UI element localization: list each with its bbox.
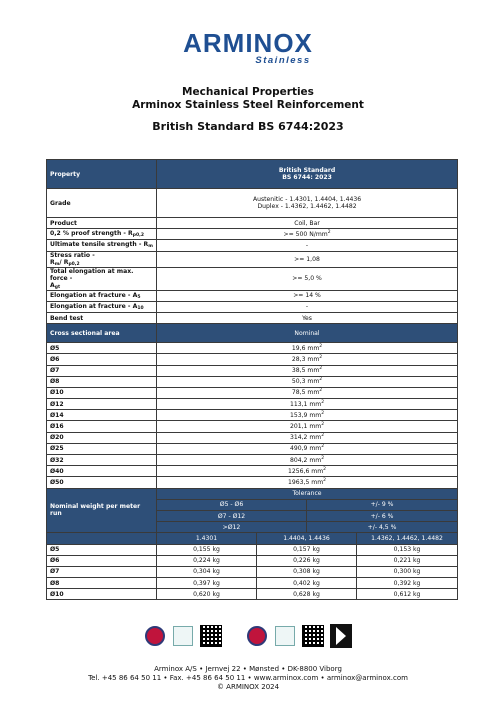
weight-value-1: 0,620 kg <box>157 589 257 600</box>
area-row <box>47 365 458 376</box>
arminox-logo <box>0 30 496 66</box>
grade-duplex: Duplex - 1.4362, 1.4462, 1.4482 <box>257 203 357 210</box>
tolerance-value: +/- 4,5 % <box>307 522 458 533</box>
tolerance-value: +/- 6 % <box>307 510 458 521</box>
title-line-2: Arminox Stainless Steel Reinforcement <box>132 99 364 111</box>
footer-address: Arminox A/S • Jernvej 22 • Mønsted • DK-8800 Viborg <box>154 665 342 673</box>
weight-value-2: 0,157 kg <box>257 544 357 555</box>
footer-copyright: © ARMINOX 2024 <box>216 683 280 691</box>
area-diameter: Ø8 <box>47 376 157 387</box>
weight-value-3: 0,153 kg <box>357 544 458 555</box>
area-value: 153,9 $mm^2$ <box>157 410 458 421</box>
uts-row <box>47 240 458 251</box>
area-diameter: Ø14 <box>47 410 157 421</box>
cares-cert-icon <box>143 624 167 648</box>
brand-k-icon <box>329 624 353 648</box>
weight-value-1: 0,397 kg <box>157 578 257 589</box>
weight-value-3: 0,221 kg <box>357 555 458 566</box>
area-diameter: Ø50 <box>47 477 157 488</box>
qr-code-icon <box>301 624 325 648</box>
area-row <box>47 354 458 365</box>
weight-col-2: 1.4404, 1.4436 <box>257 533 357 544</box>
total-elongation-label: Total elongation at max. force - $A_{gt}$ <box>47 267 157 290</box>
logo-tagline: Stainless <box>255 55 311 66</box>
elongation-a10-row <box>47 301 458 312</box>
uts-label: Ultimate tensile strength - $R_m$ <box>47 240 157 251</box>
elongation-a5-value: >= 14 % <box>157 290 458 301</box>
elongation-a10-value: - <box>157 301 458 312</box>
proof-strength-row <box>47 229 458 240</box>
product-value: Coil, Bar <box>157 218 458 229</box>
header-standard-line2: BS 6744: 2023 <box>282 174 332 181</box>
document-title <box>0 86 496 133</box>
weight-row <box>47 566 458 577</box>
area-value: 113,1 $mm^2$ <box>157 399 458 410</box>
tolerance-label: Tolerance <box>157 488 458 499</box>
weight-columns-row <box>47 533 458 544</box>
table-header-row <box>47 160 458 189</box>
area-row <box>47 466 458 477</box>
stress-ratio-value: >= 1,08 <box>157 251 458 267</box>
weight-diameter: Ø5 <box>47 544 157 555</box>
title-line-1: Mechanical Properties <box>182 86 314 98</box>
area-row <box>47 477 458 488</box>
environment-cert-icon <box>171 624 195 648</box>
area-row <box>47 410 458 421</box>
product-row <box>47 218 458 229</box>
total-elongation-row <box>47 267 458 290</box>
area-diameter: Ø6 <box>47 354 157 365</box>
weight-col-3: 1.4362, 1.4462, 1.4482 <box>357 533 458 544</box>
area-row <box>47 432 458 443</box>
elongation-a5-row <box>47 290 458 301</box>
area-diameter: Ø32 <box>47 455 157 466</box>
area-value: 490,9 $mm^2$ <box>157 443 458 454</box>
weight-diameter: Ø8 <box>47 578 157 589</box>
area-row <box>47 421 458 432</box>
weight-columns-spacer <box>47 533 157 544</box>
weight-diameter: Ø6 <box>47 555 157 566</box>
total-elongation-value: >= 5,0 % <box>157 267 458 290</box>
weight-diameter: Ø10 <box>47 589 157 600</box>
elongation-a10-label: Elongation at fracture - $A_{10}$ <box>47 301 157 312</box>
header-standard-line1: British Standard <box>278 167 336 174</box>
weight-value-1: 0,155 kg <box>157 544 257 555</box>
bend-test-row <box>47 312 458 323</box>
area-header-value: Nominal <box>157 324 458 343</box>
weight-row <box>47 544 458 555</box>
weight-row <box>47 578 458 589</box>
weight-value-1: 0,304 kg <box>157 566 257 577</box>
tolerance-range: Ø7 - Ø12 <box>157 510 307 521</box>
weight-rows <box>47 544 458 600</box>
weight-row <box>47 555 458 566</box>
proof-strength-value: >= 500 $N/mm^2$ <box>157 229 458 240</box>
elongation-a5-label: Elongation at fracture - $A_5$ <box>47 290 157 301</box>
area-diameter: Ø5 <box>47 343 157 354</box>
uts-value: - <box>157 240 458 251</box>
area-value: 1256,6 $mm^2$ <box>157 466 458 477</box>
weight-value-3: 0,392 kg <box>357 578 458 589</box>
area-value: 78,5 $mm^2$ <box>157 387 458 398</box>
bend-test-label: Bend test <box>47 312 157 323</box>
tolerance-header-row <box>47 488 458 499</box>
area-diameter: Ø16 <box>47 421 157 432</box>
product-label: Product <box>47 218 157 229</box>
area-header-label: Cross sectional area <box>47 324 157 343</box>
weight-value-1: 0,224 kg <box>157 555 257 566</box>
tolerance-range: Ø5 - Ø6 <box>157 499 307 510</box>
area-value: 38,5 $mm^2$ <box>157 365 458 376</box>
area-value: 1963,5 $mm^2$ <box>157 477 458 488</box>
cares-cert-icon <box>245 624 269 648</box>
stress-ratio-label: Stress ratio - $R_m/$ $R_{p0,2}$ <box>47 251 157 267</box>
weight-value-2: 0,402 kg <box>257 578 357 589</box>
grade-austenitic: Austenitic - 1.4301, 1.4404, 1.4436 <box>252 196 362 203</box>
header-property: Property <box>47 160 157 189</box>
grade-label: Grade <box>47 189 157 218</box>
header-standard <box>157 160 458 189</box>
area-value: 314,2 $mm^2$ <box>157 432 458 443</box>
weight-value-3: 0,612 kg <box>357 589 458 600</box>
area-value: 19,6 $mm^2$ <box>157 343 458 354</box>
weight-value-3: 0,300 kg <box>357 566 458 577</box>
area-value: 804,2 $mm^2$ <box>157 455 458 466</box>
tolerance-value: +/- 9 % <box>307 499 458 510</box>
weight-value-2: 0,628 kg <box>257 589 357 600</box>
stress-ratio-row <box>47 251 458 267</box>
bend-test-value: Yes <box>157 312 458 323</box>
area-row <box>47 343 458 354</box>
qr-code-icon <box>199 624 223 648</box>
grade-value <box>157 189 458 218</box>
logo-wordmark: ARMINOX <box>183 28 313 58</box>
footer <box>0 665 496 692</box>
area-row <box>47 376 458 387</box>
area-diameter: Ø10 <box>47 387 157 398</box>
weight-value-2: 0,226 kg <box>257 555 357 566</box>
area-diameter: Ø25 <box>47 443 157 454</box>
weight-value-2: 0,308 kg <box>257 566 357 577</box>
area-row <box>47 443 458 454</box>
area-header-row <box>47 324 458 343</box>
area-row <box>47 387 458 398</box>
area-row <box>47 455 458 466</box>
area-value: 201,1 $mm^2$ <box>157 421 458 432</box>
area-row <box>47 399 458 410</box>
area-diameter: Ø20 <box>47 432 157 443</box>
standard-title: British Standard BS 6744:2023 <box>152 120 344 133</box>
area-value: 50,3 $mm^2$ <box>157 376 458 387</box>
weight-label: Nominal weight per meter run <box>47 488 157 533</box>
properties-table <box>46 159 458 600</box>
weight-row <box>47 589 458 600</box>
proof-strength-label: 0,2 % proof strength - $R_{p0,2}$ <box>47 229 157 240</box>
weight-diameter: Ø7 <box>47 566 157 577</box>
area-diameter: Ø40 <box>47 466 157 477</box>
tolerance-range: >Ø12 <box>157 522 307 533</box>
certification-logos <box>0 624 496 648</box>
weight-col-1: 1.4301 <box>157 533 257 544</box>
area-diameter: Ø12 <box>47 399 157 410</box>
area-diameter: Ø7 <box>47 365 157 376</box>
area-value: 28,3 $mm^2$ <box>157 354 458 365</box>
grade-row <box>47 189 458 218</box>
footer-contact: Tel. +45 86 64 50 11 • Fax. +45 86 64 50 11 • www.arminox.com • arminox@arminox.com <box>88 674 408 682</box>
area-rows <box>47 343 458 488</box>
environment-cert-icon <box>273 624 297 648</box>
